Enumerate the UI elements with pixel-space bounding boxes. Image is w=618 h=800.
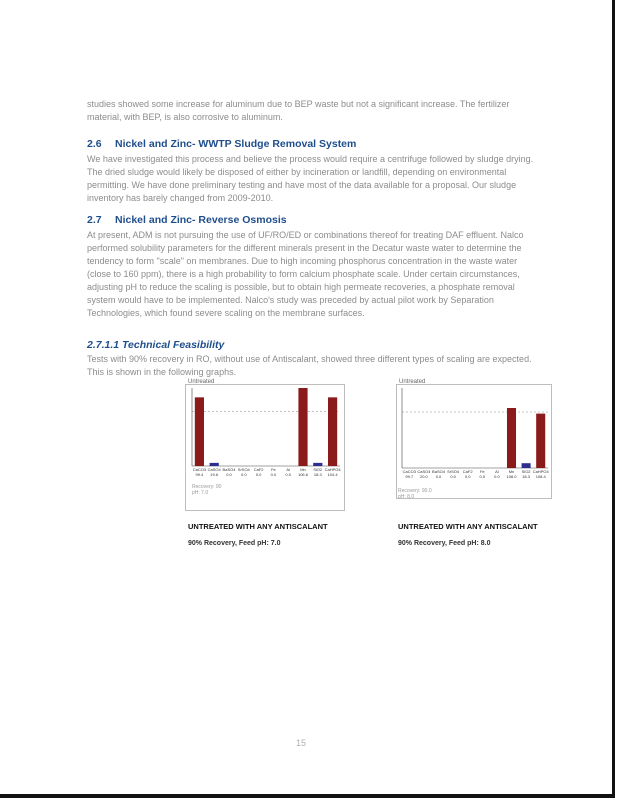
heading-2-6-text: Nickel and Zinc- WWTP Sludge Removal System xyxy=(115,138,357,150)
chart-1-title: Untreated xyxy=(188,379,215,385)
chart-2-value-label: 108.4 xyxy=(535,474,546,479)
chart-2-value-label: 0.0 xyxy=(479,474,486,479)
chart-1-value-label: 0.0 xyxy=(270,472,277,477)
heading-2-6-number: 2.6 xyxy=(87,138,102,150)
chart-2-value-label: 18.3 xyxy=(522,474,530,479)
chart-1-tick-label: CaCO3 xyxy=(192,467,207,472)
heading-2-7-number: 2.7 xyxy=(87,214,102,226)
chart-2-value-label: 0.0 xyxy=(464,474,471,479)
chart-1-tick-label: BaSO4 xyxy=(222,467,236,472)
chart-2-value-label: 0.0 xyxy=(435,474,442,479)
heading-2-7-text: Nickel and Zinc- Reverse Osmosis xyxy=(115,214,287,226)
chart-1-tick-label: SiO2 xyxy=(313,467,323,472)
chart-2-stat-recovery: Recovery: 90.0 xyxy=(398,488,432,494)
chart-1-tick-label: CaSO4 xyxy=(207,467,221,472)
chart-2-tick-label: Al xyxy=(495,469,499,474)
chart-1-tick-label: SrSO4 xyxy=(237,467,250,472)
chart-1-tick-label: CaHPO4 xyxy=(324,467,341,472)
chart-2-tick-label: CaF2 xyxy=(462,469,473,474)
chart-1-tick-label: CaF2 xyxy=(253,467,264,472)
chart-2-value-label: 108.0 xyxy=(506,474,517,479)
chart-2-value-label: 0.0 xyxy=(450,474,456,479)
chart-1-value-label: 104.4 xyxy=(327,472,338,477)
intro-paragraph: studies showed some increase for aluminum due to BEP waste but not a significant increase. The fertilizer material, with BEP, is also corrosive to aluminum. xyxy=(87,99,510,122)
sludge-paragraph: We have investigated this process and believe the process would require a centrifuge followed by sludge drying. The dried sludge would likely be disposed of either by incineration or landfill, depending on environmental permitting. We have done preliminary testing and have most of the data available for a proposal. Our sludge inventory has barely changed from 2009-2010. xyxy=(87,154,534,203)
heading-2-7-1-1: 2.7.1.1 Technical Feasibility xyxy=(87,339,225,351)
chart-1-tick-label: Mn xyxy=(300,467,306,472)
chart-2-title: Untreated xyxy=(399,379,426,385)
chart-1-value-label: 18.3 xyxy=(313,472,322,477)
chart-2-stats xyxy=(398,488,432,500)
chart-2-tick-label: Fe xyxy=(479,469,485,474)
chart-2-tick-label: CaSO4 xyxy=(417,469,431,474)
chart-2-bar-mn xyxy=(507,408,516,468)
chart-1-value-label: 0.0 xyxy=(241,472,247,477)
chart-1-value-label: 99.4 xyxy=(195,472,204,477)
chart-2-bar-sio2 xyxy=(522,463,531,468)
chart-2-tick-label: CaHPO4 xyxy=(532,469,549,474)
chart-2-tick-label: CaCO3 xyxy=(402,469,416,474)
feasibility-paragraph: Tests with 90% recovery in RO, without use of Antiscalant, showed three different types of scaling are expected. This is shown in the following graphs. xyxy=(87,354,532,377)
chart-2-value-label: 99.7 xyxy=(405,474,414,479)
page-number: 15 xyxy=(296,738,307,748)
chart-2-bar-cahpo4 xyxy=(536,414,545,468)
chart-2-caption-title: UNTREATED WITH ANY ANTISCALANT xyxy=(398,522,538,531)
chart-2-value-label: 20.0 xyxy=(420,474,428,479)
chart-1-value-label: 0.0 xyxy=(285,472,291,477)
chart-1-tick-label: Fe xyxy=(271,467,276,472)
chart-1-value-label: 19.6 xyxy=(210,472,219,477)
chart-2-caption-subtitle: 90% Recovery, Feed pH: 8.0 xyxy=(398,540,491,547)
chart-1-caption-subtitle: 90% Recovery, Feed pH: 7.0 xyxy=(188,540,281,547)
chart-1-caption-title: UNTREATED WITH ANY ANTISCALANT xyxy=(188,522,328,531)
chart-1-stat-ph: pH: 7.0 xyxy=(192,490,209,496)
chart-1-stat-recovery: Recovery: 90 xyxy=(192,484,222,490)
chart-2-tick-label: SrSO4 xyxy=(447,469,460,474)
chart-2-tick-label: BaSO4 xyxy=(432,469,445,474)
chart-2-value-label: 0.0 xyxy=(494,474,500,479)
chart-1-value-label: 0.0 xyxy=(226,472,232,477)
chart-2-tick-label: SiO2 xyxy=(521,469,531,474)
chart-1-tick-label: Al xyxy=(286,467,290,472)
chart-2-tick-label: Mn xyxy=(508,469,515,474)
chart-1-value-label: 0.0 xyxy=(255,472,262,477)
chart-2-stat-ph: pH: 8.0 xyxy=(398,494,415,500)
ro-paragraph: At present, ADM is not pursuing the use of UF/RO/ED or combinations thereof for treating DAF effluent. Nalco performed solubility parameters for the different minerals present in the Decatur waste water to determine the tendency to form "scale" on membranes. Due to high incoming phosphorus concentration in the waste water (close to 160 ppm), there is a high probability to form calcium phosphate scale. Under certain circumstances, adjusting pH to reduce the scaling is possible, but to obtain high permeate recoveries, a phosphate removal system would have to be implemented. Nalco's study was preceded by actual pilot work by Separation Technologies, which found severe scaling on the membrane surfaces. xyxy=(87,230,524,318)
chart-1-value-label: 106.6 xyxy=(297,472,309,477)
